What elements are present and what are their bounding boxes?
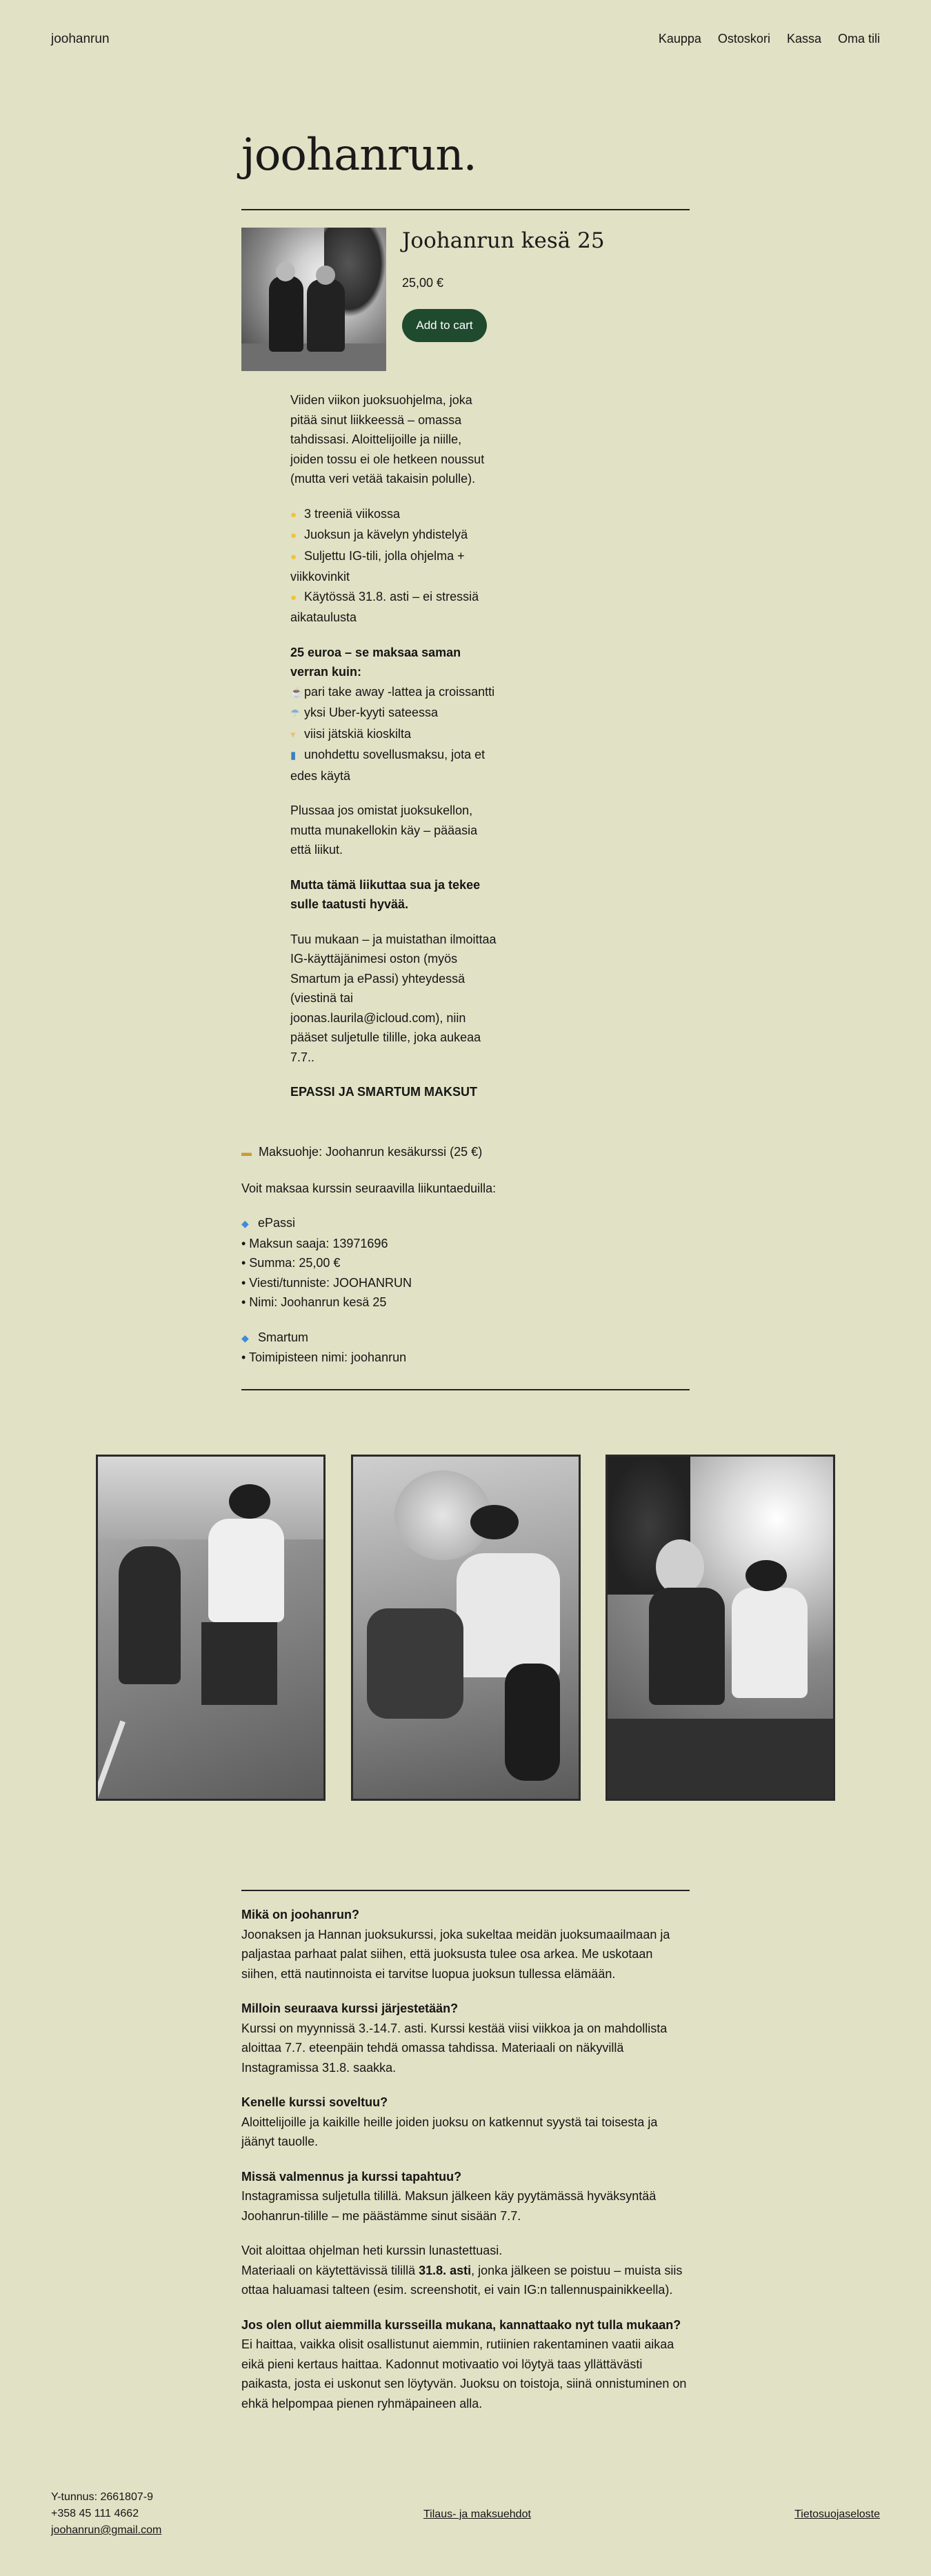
faq-item xyxy=(241,2315,690,2414)
divider xyxy=(241,1389,690,1390)
faq-item xyxy=(241,2093,690,2152)
faq-question: Milloin seuraava kurssi järjestetään? xyxy=(241,2001,459,2015)
faq-section xyxy=(241,1905,690,2428)
payment-heading: EPASSI JA SMARTUM MAKSUT xyxy=(290,1085,478,1099)
faq-item xyxy=(241,1905,690,1984)
faq-extra-line: Voit aloittaa ohjelman heti kurssin lunastettuasi. xyxy=(241,2244,503,2257)
gallery-photo[interactable] xyxy=(351,1455,581,1801)
faq-extra-bold: 31.8. asti xyxy=(419,2263,472,2277)
sun-icon: ● xyxy=(290,508,297,521)
photo-shape xyxy=(732,1588,808,1698)
main-nav xyxy=(642,32,880,46)
sun-icon: ● xyxy=(290,591,297,603)
coffee-icon: ☕ xyxy=(290,686,303,699)
product-price: 25,00 € xyxy=(402,276,444,290)
photo-shape xyxy=(649,1588,725,1705)
gallery-photo[interactable] xyxy=(96,1455,326,1801)
footer-contact xyxy=(51,2489,161,2539)
feature-item: Käytössä 31.8. asti – ei stressiä aikataulusta xyxy=(290,589,479,624)
feature-item: Juoksun ja kävelyn yhdistelyä xyxy=(304,528,468,541)
nav-item-cart[interactable]: Ostoskori xyxy=(717,32,770,46)
card-icon: ▬ xyxy=(241,1147,252,1159)
terms-link[interactable]: Tilaus- ja maksuehdot xyxy=(423,2508,531,2520)
rain-icon: ☂ xyxy=(290,708,300,719)
faq-extra-line: , jonka jälkeen se poistuu – muista siis ottaa haluamasi talteen (esim. screenshotit, ei vain IG:n tallennuspainikkeella). xyxy=(241,2263,683,2297)
faq-item xyxy=(241,2167,690,2226)
photo-shape xyxy=(119,1546,181,1684)
site-header xyxy=(0,0,931,76)
business-id: Y-tunnus: 2661807-9 xyxy=(51,2491,153,2503)
phone-number: +358 45 111 4662 xyxy=(51,2508,139,2519)
faq-extra xyxy=(241,2241,690,2300)
tagline: Mutta tämä liikuttaa sua ja tekee sulle taatusti hyvää. xyxy=(290,877,481,911)
comparison-item: pari take away -lattea ja croissantti xyxy=(304,684,495,699)
smartum-title: Smartum xyxy=(258,1330,309,1344)
photo-shape xyxy=(656,1539,704,1595)
person-shape xyxy=(269,276,303,352)
epassi-block xyxy=(241,1213,690,1312)
photo-shape xyxy=(745,1560,787,1591)
brand-title: joohanrun. xyxy=(241,130,477,181)
phone-icon: ▮ xyxy=(290,750,297,761)
sun-icon: ● xyxy=(290,550,297,563)
photo-shape xyxy=(229,1484,270,1519)
product-image[interactable] xyxy=(241,228,386,371)
ice-cream-icon: ▾ xyxy=(290,728,296,741)
photo-shape xyxy=(367,1608,463,1719)
diamond-icon: ◆ xyxy=(241,1332,249,1344)
epassi-line: • Viesti/tunniste: JOOHANRUN xyxy=(241,1275,412,1290)
benefits-note: Voit maksaa kurssin seuraavilla liikuntaeduilla: xyxy=(241,1181,497,1195)
photo-shape xyxy=(505,1664,560,1781)
comparison-item: unohdettu sovellusmaksu, jota et edes käytä xyxy=(290,748,485,783)
epassi-title: ePassi xyxy=(258,1216,296,1230)
diamond-icon: ◆ xyxy=(241,1218,249,1229)
faq-question: Mikä on joohanrun? xyxy=(241,1908,359,1921)
nav-item-shop[interactable]: Kauppa xyxy=(658,32,701,46)
faq-question: Missä valmennus ja kurssi tapahtuu? xyxy=(241,2169,462,2184)
epassi-line: • Maksun saaja: 13971696 xyxy=(241,1236,388,1250)
photo-shape xyxy=(608,1719,833,1799)
photo-shape xyxy=(98,1457,323,1539)
comparison-item: yksi Uber-kyyti sateessa xyxy=(304,706,439,719)
payment-instructions: Maksuohje: Joohanrun kesäkurssi (25 €) xyxy=(259,1145,483,1159)
faq-item xyxy=(241,1999,690,2077)
privacy-link[interactable]: Tietosuojaseloste xyxy=(794,2508,880,2520)
faq-answer: Joonaksen ja Hannan juoksukurssi, joka sukeltaa meidän juoksumaailmaan ja paljastaa parhaat palat siihen, että juoksusta tulee osa arkea. Me uskotaan siihen, että nautinnoista ei tarvitse luopua juoksun tullessa elämään. xyxy=(241,1927,670,1981)
photo-shape xyxy=(201,1622,277,1705)
smartum-block xyxy=(241,1328,690,1368)
feature-item: Suljettu IG-tili, jolla ohjelma + viikkovinkit xyxy=(290,548,465,583)
photo-shape xyxy=(470,1505,519,1539)
email-link[interactable]: joohanrun@gmail.com xyxy=(51,2524,162,2536)
person-shape xyxy=(307,279,345,352)
watch-note: Plussaa jos omistat juoksukellon, mutta munakellokin käy – pääasia että liikut. xyxy=(290,803,478,857)
nav-item-account[interactable]: Oma tili xyxy=(837,32,880,46)
faq-question: Jos olen ollut aiemmilla kursseilla mukana, kannattaako nyt tulla mukaan? xyxy=(241,2317,681,2332)
product-title: Joohanrun kesä 25 xyxy=(402,228,605,253)
head-shape xyxy=(316,266,335,285)
feature-list xyxy=(290,504,497,628)
epassi-line: • Summa: 25,00 € xyxy=(241,1256,341,1270)
faq-answer: Kurssi on myynnissä 3.-14.7. asti. Kurssi kestää viisi viikkoa ja on mahdollista aloittaa 7.7. eteenpäin tehdä omassa tahdissa. Materiaali on näkyvillä Instagramissa 31.8. saakka. xyxy=(241,2021,668,2075)
join-note: Tuu mukaan – ja muistathan ilmoittaa IG-käyttäjänimesi oston (myös Smartum ja ePassi) yhteydessä (viestinä tai joonas.laurila@icloud.com), niin pääset suljetulle tilille, joka aukeaa 7.7.. xyxy=(290,932,497,1064)
site-name-link[interactable]: joohanrun xyxy=(51,32,110,46)
gallery-photo[interactable] xyxy=(605,1455,835,1801)
payment-info xyxy=(241,1142,690,1383)
feature-item: 3 treeniä viikossa xyxy=(304,506,401,521)
add-to-cart-button[interactable]: Add to cart xyxy=(402,309,487,342)
smartum-line: • Toimipisteen nimi: joohanrun xyxy=(241,1350,407,1364)
faq-answer: Ei haittaa, vaikka olisit osallistunut aiemmin, rutiinien rakentaminen vaatii aikaa eikä pieni kertaus haittaa. Kadonnut motivaatio voi löytyä taas yllättävästi paikasta, josta ei uskonut sen löytyvän. Juoksu on toistoja, siinä onnistuminen on ehkä helpompaa pienen ryhmäpaineen alla. xyxy=(241,2337,687,2410)
comparison-item: viisi jätskiä kioskilta xyxy=(304,726,412,741)
sun-icon: ● xyxy=(290,530,297,541)
intro-text: Viiden viikon juoksuohjelma, joka pitää sinut liikkeessä – omassa tahdissasi. Aloittelijoille ja niille, joiden tossu ei ole hetkeen noussut (mutta veri vetää takaisin polulle). xyxy=(290,393,485,486)
price-comparison xyxy=(290,643,497,786)
photo-shape xyxy=(208,1519,284,1622)
faq-extra-line: Materiaali on käytettävissä tilillä xyxy=(241,2263,419,2277)
product-description xyxy=(290,390,497,1117)
divider xyxy=(241,1890,690,1891)
epassi-line: • Nimi: Joohanrun kesä 25 xyxy=(241,1295,387,1309)
faq-question: Kenelle kurssi soveltuu? xyxy=(241,2095,388,2109)
price-heading: 25 euroa – se maksaa saman verran kuin: xyxy=(290,645,461,679)
photo-shape xyxy=(457,1553,560,1677)
nav-item-checkout[interactable]: Kassa xyxy=(786,32,821,46)
head-shape xyxy=(276,262,295,281)
faq-answer: Instagramissa suljetulla tilillä. Maksun jälkeen käy pyytämässä hyväksyntää Joohanrun-tilille – me päästämme sinut sisään 7.7. xyxy=(241,2189,657,2223)
divider xyxy=(241,209,690,210)
faq-answer: Aloittelijoille ja kaikille heille joiden juoksu on katkennut syystä tai toisesta ja jäänyt tauolle. xyxy=(241,2115,658,2148)
